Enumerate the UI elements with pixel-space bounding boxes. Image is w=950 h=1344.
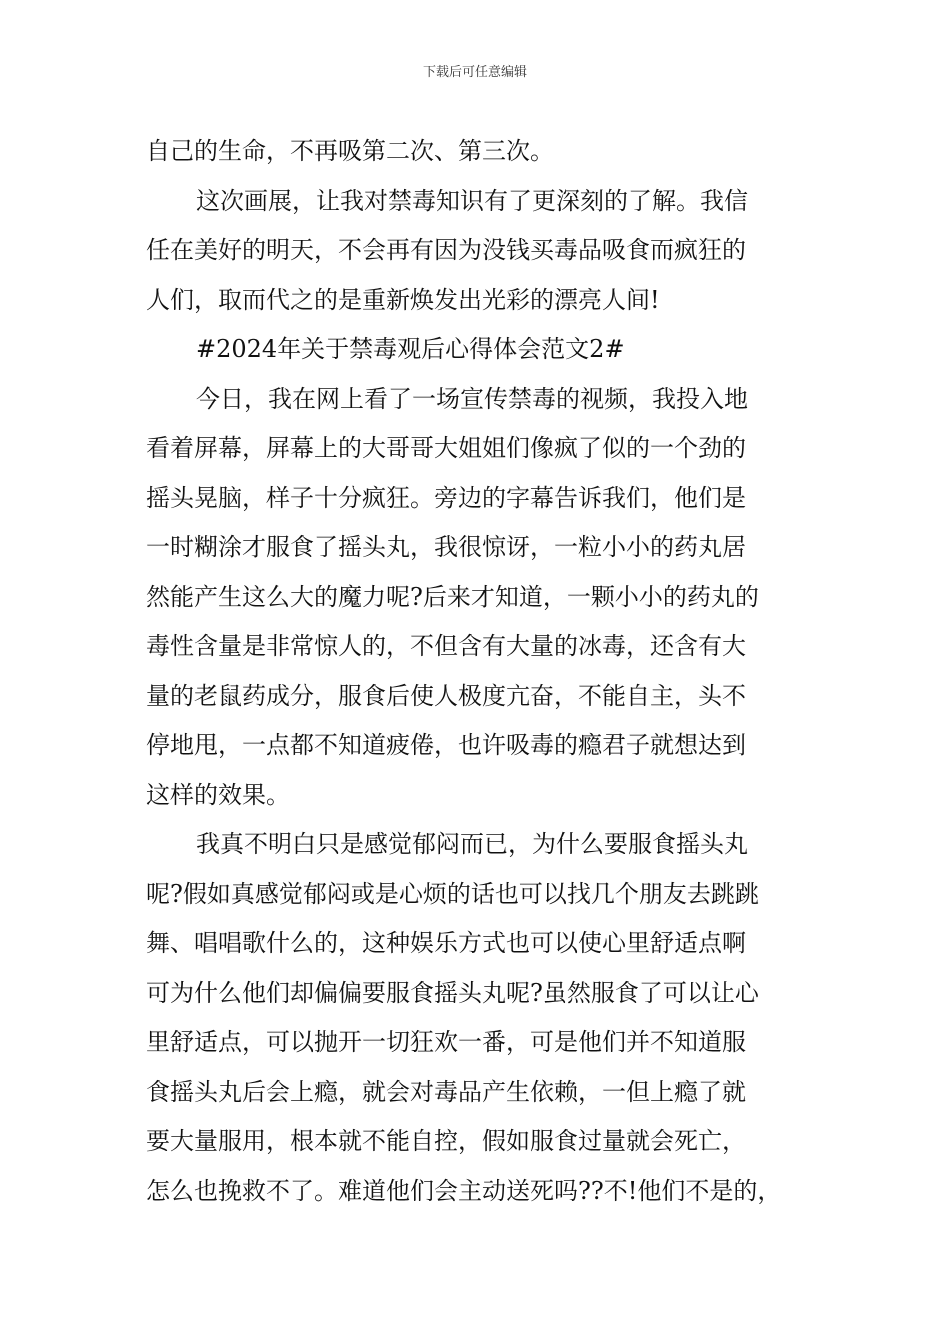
text-line: 这次画展，让我对禁毒知识有了更深刻的了解。我信: [196, 186, 748, 215]
text-line: 我真不明白只是感觉郁闷而已，为什么要服食摇头丸: [196, 830, 748, 858]
text-line: 自己的生命，不再吸第二次、第三次。: [146, 137, 554, 165]
text-line: 任在美好的明天，不会再有因为没钱买毒品吸食而疯狂的: [146, 236, 746, 264]
text-line: 食摇头丸后会上瘾，就会对毒品产生依赖，一但上瘾了就: [146, 1077, 746, 1106]
text-line: 今日，我在网上看了一场宣传禁毒的视频，我投入地: [196, 384, 748, 413]
text-line: 停地甩，一点都不知道疲倦，也许吸毒的瘾君子就想达到: [146, 731, 746, 759]
page-header: 下载后可任意编辑: [422, 65, 527, 80]
text-line: 这样的效果。: [146, 780, 290, 809]
section-heading: #2024年关于禁毒观后心得体会范文2#: [196, 335, 625, 363]
text-line: 量的老鼠药成分，服食后使人极度亢奋，不能自主，头不: [146, 681, 746, 710]
text-line: 一时糊涂才服食了摇头丸，我很惊讶，一粒小小的药丸居: [146, 533, 746, 561]
text-line: 人们，取而代之的是重新焕发出光彩的漂亮人间!: [146, 285, 660, 314]
text-line: 毒性含量是非常惊人的，不但含有大量的冰毒，还含有大: [146, 632, 746, 660]
text-line: 里舒适点，可以抛开一切狂欢一番，可是他们并不知道服: [146, 1028, 746, 1056]
text-line: 看着屏幕，屏幕上的大哥哥大姐姐们像疯了似的一个劲的: [146, 434, 746, 462]
text-line: 然能产生这么大的魔力呢?后来才知道，一颗小小的药丸的: [146, 582, 759, 611]
text-line: 摇头晃脑，样子十分疯狂。旁边的字幕告诉我们，他们是: [146, 483, 746, 512]
text-line: 舞、唱唱歌什么的，这种娱乐方式也可以使心里舒适点啊: [146, 929, 746, 957]
text-line: 呢?假如真感觉郁闷或是心烦的话也可以找几个朋友去跳跳: [146, 879, 759, 908]
body-text: [146, 127, 806, 1216]
text-line: 要大量服用，根本就不能自控，假如服食过量就会死亡，: [146, 1127, 746, 1155]
text-line: 可为什么他们却偏偏要服食摇头丸呢?虽然服食了可以让心: [146, 978, 759, 1007]
text-line: 怎么也挽救不了。难道他们会主动送死吗??不!他们不是的，: [146, 1176, 782, 1205]
